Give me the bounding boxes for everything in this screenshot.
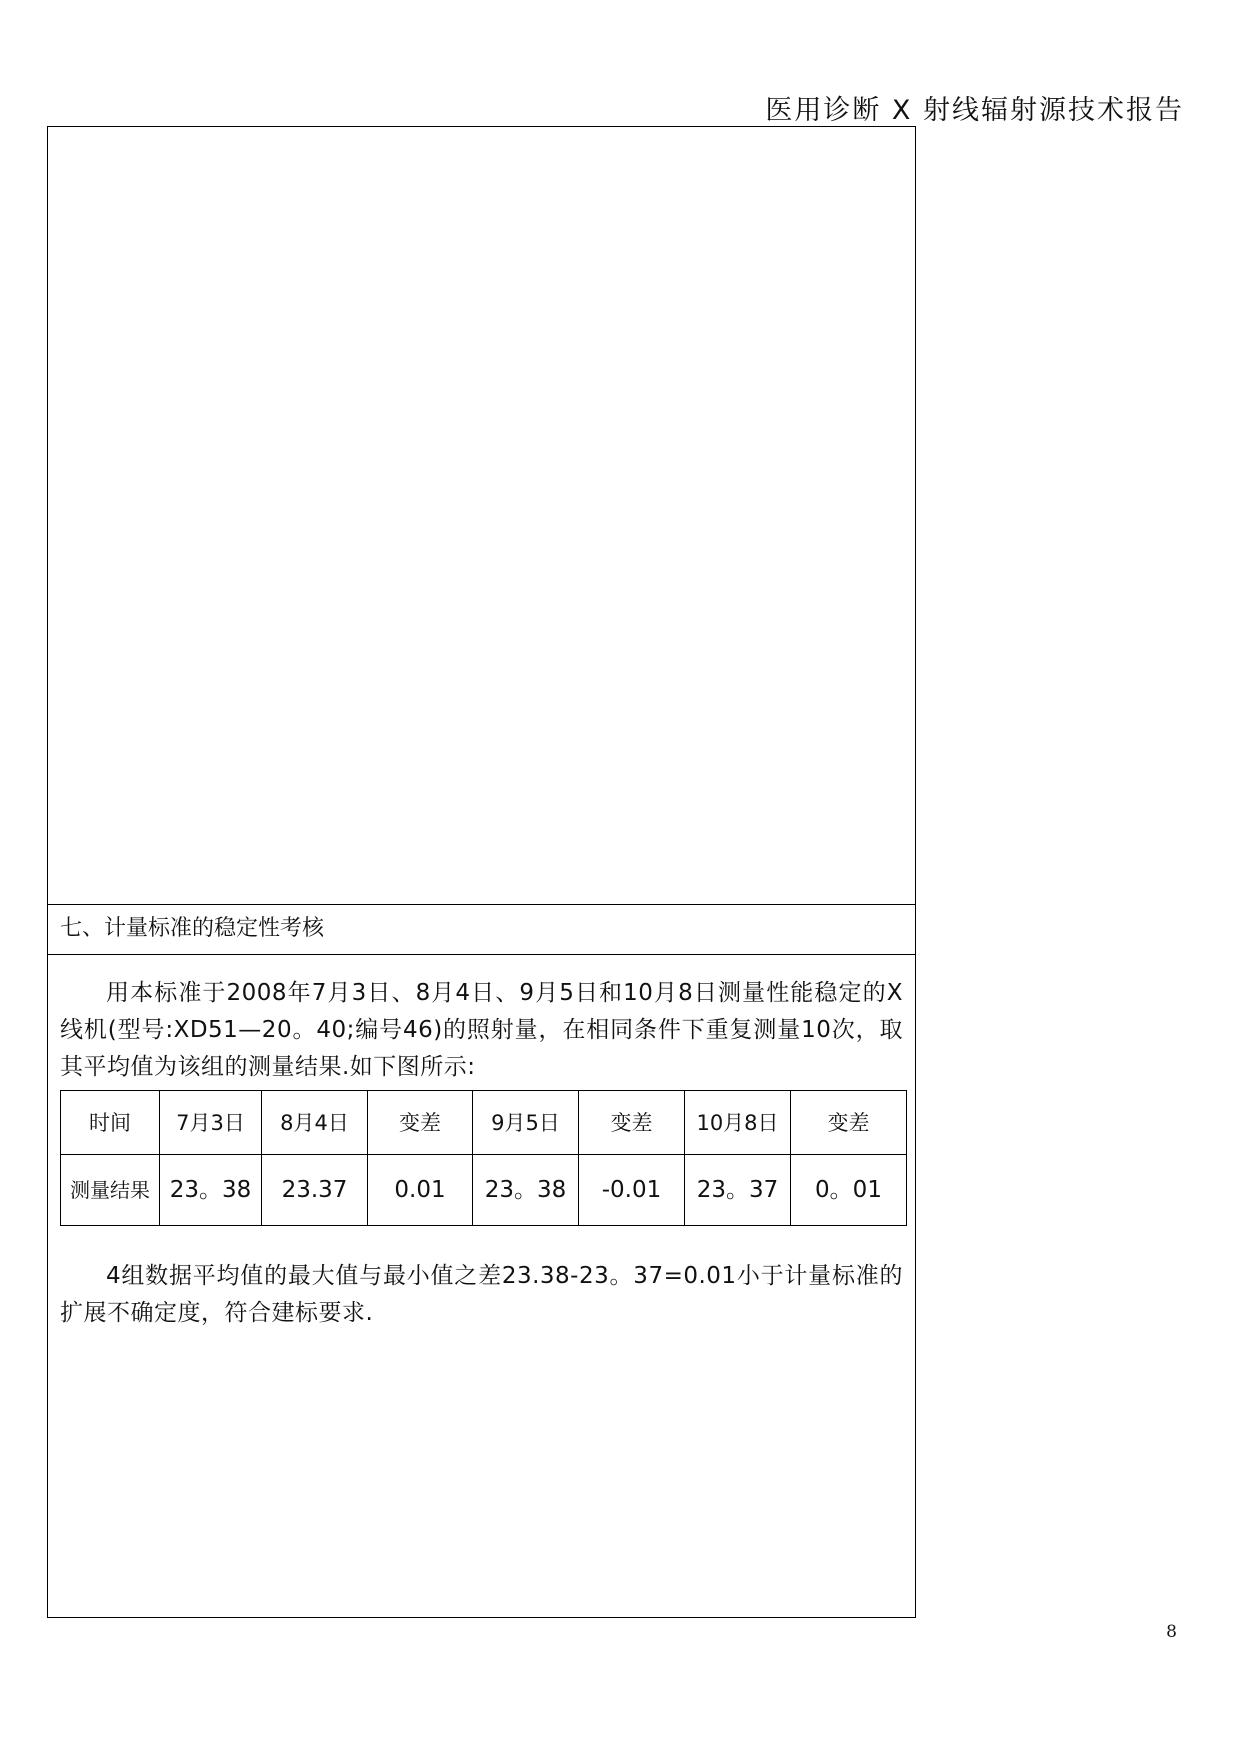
value-cell-sep-5: 23。38 xyxy=(473,1155,579,1226)
stability-results-table xyxy=(60,1090,907,1226)
value-cell-variation-3: 0。01 xyxy=(791,1155,907,1226)
header-cell-jul-3: 7月3日 xyxy=(160,1091,262,1155)
value-cell-variation-1: 0.01 xyxy=(368,1155,473,1226)
value-cell-oct-8: 23。37 xyxy=(685,1155,791,1226)
conclusion-paragraph: 4组数据平均值的最大值与最小值之差23.38-23。37=0.01小于计量标准的扩展不确定度，符合建标要求. xyxy=(60,1263,903,1326)
table-row xyxy=(61,1155,907,1226)
intro-paragraph: 用本标准于2008年7月3日、8月4日、9月5日和10月8日测量性能稳定的X线机(型号:XD51—20。40;编号46)的照射量，在相同条件下重复测量10次，取其平均值为该组的测量结果.如下图所示: xyxy=(60,980,903,1080)
blank-content-area xyxy=(48,127,915,905)
value-cell-variation-2: -0.01 xyxy=(579,1155,685,1226)
report-frame xyxy=(47,126,916,1618)
section-content xyxy=(60,975,903,1332)
header-cell-aug-4: 8月4日 xyxy=(262,1091,368,1155)
value-cell-jul-3: 23。38 xyxy=(160,1155,262,1226)
table-header-row xyxy=(61,1091,907,1155)
header-cell-oct-8: 10月8日 xyxy=(685,1091,791,1155)
header-cell-variation-1: 变差 xyxy=(368,1091,473,1155)
header-cell-time: 时间 xyxy=(61,1091,160,1155)
row-label-measurement-result: 测量结果 xyxy=(61,1155,160,1226)
value-cell-aug-4: 23.37 xyxy=(262,1155,368,1226)
header-cell-variation-2: 变差 xyxy=(579,1091,685,1155)
section-heading: 七、计量标准的稳定性考核 xyxy=(48,905,915,955)
header-cell-variation-3: 变差 xyxy=(791,1091,907,1155)
header-cell-sep-5: 9月5日 xyxy=(473,1091,579,1155)
page-number: 8 xyxy=(1166,1622,1177,1642)
document-header-title: 医用诊断 X 射线辐射源技术报告 xyxy=(765,95,1184,126)
